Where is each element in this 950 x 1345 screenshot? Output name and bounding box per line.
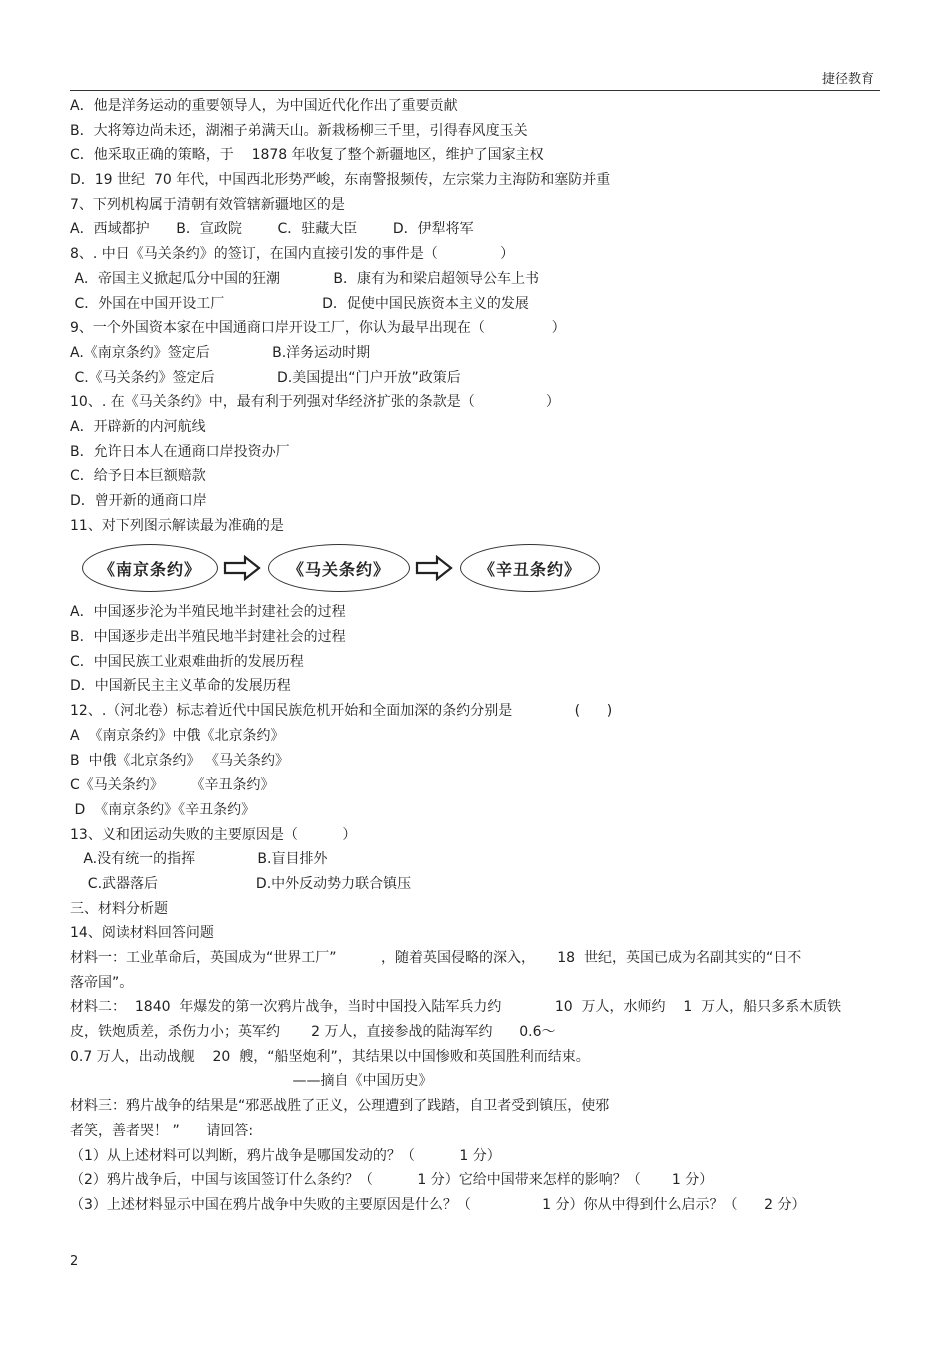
text-line: C．外国在中国开设工厂 D．促使中国民族资本主义的发展 — [70, 295, 529, 312]
text-line: C《马关条约》 《辛丑条约》 — [70, 777, 275, 794]
text-line: B 中俄《北京条约》 《马关条约》 — [70, 752, 289, 769]
text-line: 14、阅读材料回答问题 — [70, 925, 214, 942]
text-line: C．给予日本巨额赔款 — [70, 468, 206, 485]
text-line: 10、. 在《马关条约》中，最有利于列强对华经济扩张的条款是（ ） — [70, 394, 560, 411]
text-line: C.《马关条约》签定后 D.美国提出“门户开放”政策后 — [70, 369, 461, 386]
text-line: D．中国新民主主义革命的发展历程 — [70, 678, 291, 695]
text-line: D 《南京条约》《辛丑条约》 — [70, 801, 256, 818]
text-line: 落帝国”。 — [70, 974, 134, 991]
text-line: C．中国民族工业艰难曲折的发展历程 — [70, 653, 304, 670]
header-brand: 捷径教育 — [822, 72, 875, 87]
text-line: 材料二： 1840 年爆发的第一次鸦片战争，当时中国投入陆军兵力约 10 万人，水师约 1 万人，船只多系木质铁 — [70, 999, 842, 1016]
text-line: C．他采取正确的策略，于 1878 年收复了整个新疆地区，维护了国家主权 — [70, 147, 544, 164]
text-line: B．允许日本人在通商口岸投资办厂 — [70, 443, 290, 460]
arrow-right-icon — [415, 555, 453, 581]
text-line: 材料一：工业革命后，英国成为“世界工厂” ，随着英国侵略的深入， 18 世纪，英国已成为名副其实的“日不 — [70, 950, 802, 966]
text-line: A．帝国主义掀起瓜分中国的狂潮 B．康有为和梁启超领导公车上书 — [70, 270, 540, 287]
text-line: ——摘自《中国历史》 — [70, 1073, 433, 1090]
text-line: A．他是洋务运动的重要领导人，为中国近代化作出了重要贡献 — [70, 98, 458, 114]
text-line: 11、对下列图示解读最为准确的是 — [70, 517, 284, 534]
page-number: 2 — [70, 1254, 79, 1269]
text-line: A.没有统一的指挥 B.盲目排外 — [70, 851, 328, 868]
question-block-top — [70, 94, 880, 538]
text-line: 三、材料分析题 — [70, 900, 168, 917]
text-line: B．大将筹边尚未还，湖湘子弟满天山。新栽杨柳三千里，引得春风度玉关 — [70, 122, 528, 139]
text-line: 12、.（河北卷）标志着近代中国民族危机开始和全面加深的条约分别是 ( ) — [70, 703, 613, 720]
text-line: （2）鸦片战争后，中国与该国签订什么条约？（ 1 分）它给中国带来怎样的影响？（ 1 分） — [70, 1172, 714, 1189]
text-line: 者笑，善者哭！ ” 请回答: — [70, 1122, 254, 1139]
text-line: 皮，铁炮质差，杀伤力小；英军约 2 万人，直接参战的陆海军约 0.6～ — [70, 1024, 556, 1041]
text-line: 13、义和团运动失败的主要原因是（ ） — [70, 826, 357, 843]
header-rule — [70, 90, 880, 91]
arrow-right-icon — [223, 555, 261, 581]
text-line: B．中国逐步走出半殖民地半封建社会的过程 — [70, 629, 346, 646]
text-line: 9、一个外国资本家在中国通商口岸开设工厂，你认为最早出现在（ ） — [70, 320, 566, 337]
text-line: （3）上述材料显示中国在鸦片战争中失败的主要原因是什么？（ 1 分）你从中得到什么启示？（ 2 分） — [70, 1196, 806, 1213]
diagram-item-xinchou: 《辛丑条约》 — [460, 544, 600, 592]
text-line: 0.7 万人，出动战舰 20 艘，“船坚炮利”，其结果以中国惨败和英国胜利而结束。 — [70, 1048, 590, 1065]
text-line: 8、. 中日《马关条约》的签订，在国内直接引发的事件是（ ） — [70, 246, 515, 263]
text-line: C.武器落后 D.中外反动势力联合镇压 — [70, 875, 412, 892]
diagram-item-nanjing: 《南京条约》 — [82, 544, 218, 592]
text-line: A．开辟新的内河航线 — [70, 418, 206, 435]
text-line: A．西域都护 B．宣政院 C．驻藏大臣 D．伊犁将军 — [70, 221, 474, 238]
text-line: A．中国逐步沦为半殖民地半封建社会的过程 — [70, 604, 346, 621]
text-line: 材料三：鸦片战争的结果是“邪恶战胜了正义，公理遭到了践踏，自卫者受到镇压，使邪 — [70, 1098, 610, 1115]
text-line: A 《南京条约》中俄《北京条约》 — [70, 727, 285, 744]
treaty-diagram — [70, 538, 880, 600]
text-line: A.《南京条约》签定后 B.洋务运动时期 — [70, 344, 371, 361]
text-line: D．19 世纪 70 年代，中国西北形势严峻，东南警报频传，左宗棠力主海防和塞防并重 — [70, 172, 611, 189]
text-line: 7、下列机构属于清朝有效管辖新疆地区的是 — [70, 196, 345, 213]
question-block-bottom — [70, 600, 880, 1217]
text-line: （1）从上述材料可以判断，鸦片战争是哪国发动的？（ 1 分） — [70, 1147, 501, 1164]
document-body — [70, 94, 880, 1218]
diagram-item-maguan: 《马关条约》 — [268, 544, 410, 592]
text-line: D．曾开新的通商口岸 — [70, 493, 207, 509]
